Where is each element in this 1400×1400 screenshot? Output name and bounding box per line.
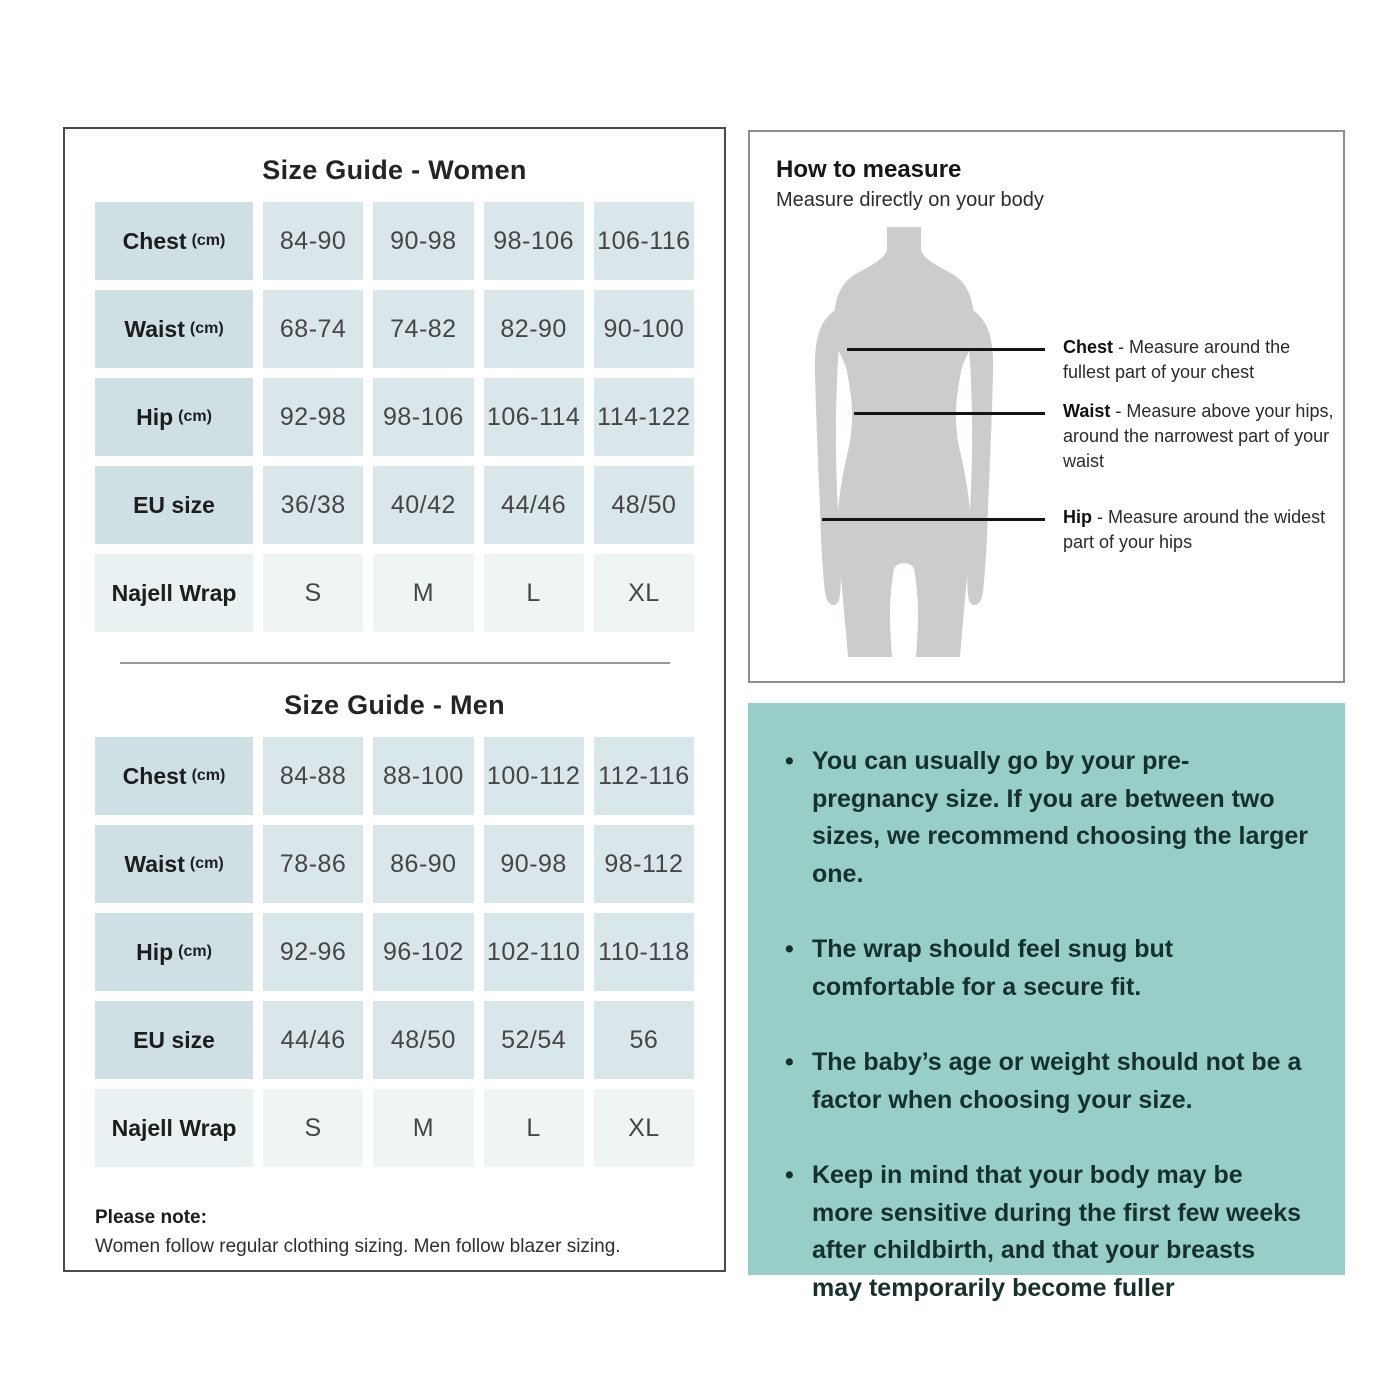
- row-label-cell: [95, 202, 253, 280]
- waist-measure-term: Waist: [1063, 401, 1111, 421]
- size-value-cell: 48/50: [373, 1001, 473, 1079]
- size-value-cell: 110-118: [594, 913, 694, 991]
- size-value-cell: 112-116: [594, 737, 694, 815]
- note-title: Please note:: [95, 1207, 207, 1228]
- women-size-table: [95, 202, 694, 632]
- size-value-cell: 52/54: [484, 1001, 584, 1079]
- size-value-cell: 86-90: [373, 825, 473, 903]
- size-value-cell: 114-122: [594, 378, 694, 456]
- size-value-cell: 98-106: [484, 202, 584, 280]
- hip-measure-desc: - Measure around the widest part of your hips: [1063, 507, 1326, 552]
- row-label-text: Najell Wrap: [111, 579, 237, 606]
- size-value-cell: 78-86: [263, 825, 363, 903]
- waist-measure-desc: - Measure above your hips, around the narrowest part of your waist: [1063, 401, 1334, 471]
- size-value-cell: 96-102: [373, 913, 473, 991]
- note-text: Women follow regular clothing sizing. Men follow blazer sizing.: [95, 1236, 621, 1257]
- men-size-table: [95, 737, 694, 1167]
- row-label-text: EU size: [133, 1026, 215, 1053]
- row-label-text: Hip: [136, 938, 174, 965]
- table-divider: [120, 662, 670, 664]
- hip-measure-term: Hip: [1063, 507, 1092, 527]
- size-value-cell: 82-90: [484, 290, 584, 368]
- waist-measure-label: [1063, 399, 1335, 473]
- row-label-cell: [95, 825, 253, 903]
- size-value-cell: 36/38: [263, 466, 363, 544]
- size-value-cell: 90-100: [594, 290, 694, 368]
- row-unit-text: (cm): [189, 320, 224, 337]
- measure-title: How to measure: [776, 156, 962, 183]
- size-value-cell: L: [484, 554, 584, 632]
- row-unit-text: (cm): [191, 232, 226, 249]
- size-value-cell: 84-88: [263, 737, 363, 815]
- row-label-cell: [95, 554, 253, 632]
- size-value-cell: 90-98: [484, 825, 584, 903]
- size-value-cell: S: [263, 1089, 363, 1167]
- row-label-cell: [95, 1089, 253, 1167]
- size-value-cell: 40/42: [373, 466, 473, 544]
- row-label-cell: [95, 290, 253, 368]
- row-label-cell: [95, 466, 253, 544]
- how-to-measure-panel: [748, 130, 1345, 683]
- tip-item: • You can usually go by your pre-pregnancy size. If you are between two sizes, we recommend choosing the larger one.: [778, 743, 1309, 893]
- size-value-cell: S: [263, 554, 363, 632]
- size-value-cell: 68-74: [263, 290, 363, 368]
- size-value-cell: 90-98: [373, 202, 473, 280]
- size-value-cell: 106-116: [594, 202, 694, 280]
- hip-measure-line: [822, 518, 1045, 521]
- size-value-cell: 56: [594, 1001, 694, 1079]
- tip-item: • The wrap should feel snug but comfortable for a secure fit.: [778, 931, 1309, 1006]
- row-label-text: Hip: [136, 403, 174, 430]
- chest-measure-term: Chest: [1063, 337, 1114, 357]
- size-value-cell: XL: [594, 1089, 694, 1167]
- chest-measure-line: [847, 348, 1045, 351]
- row-unit-text: (cm): [178, 943, 212, 960]
- row-label-cell: [95, 913, 253, 991]
- row-unit-text: (cm): [189, 855, 224, 872]
- size-value-cell: 74-82: [373, 290, 473, 368]
- waist-measure-line: [854, 412, 1045, 415]
- sizing-tips-box: [748, 703, 1345, 1302]
- size-value-cell: 44/46: [484, 466, 584, 544]
- tips-list: [778, 743, 1309, 1307]
- size-value-cell: 100-112: [484, 737, 584, 815]
- size-value-cell: 88-100: [373, 737, 473, 815]
- tip-item: • The baby’s age or weight should not be a factor when choosing your size.: [778, 1044, 1309, 1119]
- size-value-cell: 48/50: [594, 466, 694, 544]
- size-value-cell: 98-112: [594, 825, 694, 903]
- row-label-text: Chest: [122, 762, 187, 789]
- men-table-title: Size Guide - Men: [284, 690, 505, 720]
- size-guide-panel: [63, 127, 726, 1272]
- row-unit-text: (cm): [178, 408, 212, 425]
- tip-item: • Keep in mind that your body may be more sensitive during the first few weeks after childbirth, and that your breasts may temporarily become fuller: [778, 1157, 1309, 1307]
- body-silhouette: [792, 227, 1016, 657]
- row-label-cell: [95, 737, 253, 815]
- row-label-text: Waist: [124, 315, 185, 342]
- row-label-text: Chest: [122, 227, 187, 254]
- size-value-cell: L: [484, 1089, 584, 1167]
- hip-measure-label: [1063, 505, 1335, 555]
- size-value-cell: M: [373, 554, 473, 632]
- size-value-cell: XL: [594, 554, 694, 632]
- row-label-cell: [95, 378, 253, 456]
- row-label-text: Waist: [124, 850, 185, 877]
- size-value-cell: 92-98: [263, 378, 363, 456]
- row-label-cell: [95, 1001, 253, 1079]
- size-value-cell: 92-96: [263, 913, 363, 991]
- size-value-cell: 84-90: [263, 202, 363, 280]
- women-table-title: Size Guide - Women: [262, 155, 527, 185]
- row-label-text: EU size: [133, 491, 215, 518]
- measure-subtitle: Measure directly on your body: [776, 189, 1044, 211]
- size-value-cell: 102-110: [484, 913, 584, 991]
- size-value-cell: 98-106: [373, 378, 473, 456]
- chest-measure-label: [1063, 335, 1335, 385]
- size-value-cell: M: [373, 1089, 473, 1167]
- chest-measure-desc: - Measure around the fullest part of your chest: [1063, 337, 1291, 382]
- row-label-text: Najell Wrap: [111, 1114, 237, 1141]
- size-value-cell: 106-114: [484, 378, 584, 456]
- row-unit-text: (cm): [191, 767, 226, 784]
- size-value-cell: 44/46: [263, 1001, 363, 1079]
